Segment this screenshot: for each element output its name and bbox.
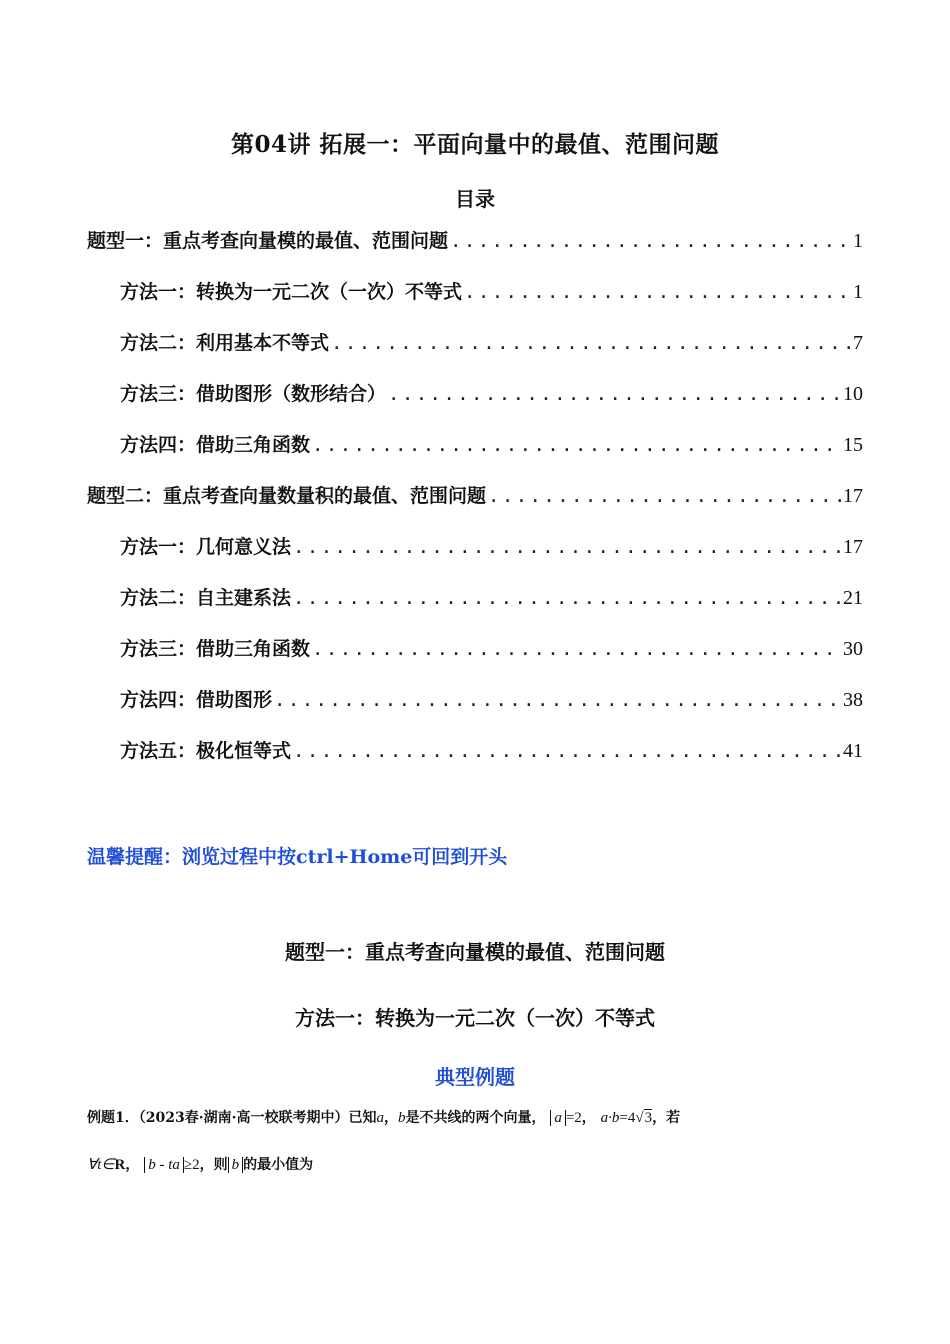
toc-entry-page: 7 (853, 332, 863, 354)
toc-entry[interactable] (87, 481, 863, 521)
problem-text: ，若 (652, 1110, 681, 1126)
problem-prefix: 例题1．（2023春·湖南·高一校联考期中）已知 (87, 1110, 377, 1126)
real-set: R (114, 1157, 126, 1173)
toc-leader-dots (464, 281, 851, 303)
toc-leader-dots (331, 332, 851, 354)
toc-entry-label: 方法一：几何意义法 (120, 536, 292, 558)
toc-entry-page: 17 (843, 536, 863, 558)
toc-entry-page: 15 (843, 434, 863, 456)
toc-entry-label: 方法一：转换为一元二次（一次）不等式 (120, 281, 463, 303)
toc-entry-page: 30 (843, 638, 863, 660)
toc-entry-page: 10 (843, 383, 863, 405)
abs-b: b (228, 1157, 244, 1173)
toc-entry-page: 1 (853, 230, 863, 252)
inequality: ≥2 (183, 1157, 200, 1173)
section-title: 题型一：重点考查向量模的最值、范围问题 (285, 940, 665, 964)
toc-entry[interactable] (120, 634, 863, 674)
toc-entry-label: 题型一：重点考查向量模的最值、范围问题 (87, 230, 449, 252)
abs-a-value: =2 (565, 1110, 582, 1126)
problem-text: ，则 (199, 1157, 228, 1173)
vector-a: a (376, 1110, 384, 1126)
separator: ， (125, 1157, 140, 1173)
abs-a: a (550, 1110, 566, 1126)
toc-entry-label: 方法三：借助图形（数形结合） (120, 383, 387, 405)
toc-entry-label: 方法二：利用基本不等式 (120, 332, 330, 354)
abs-b-minus-ta: b - ta (144, 1157, 184, 1173)
toc-leader-dots (274, 689, 841, 711)
toc-entry[interactable] (120, 328, 863, 368)
toc-leader-dots (293, 740, 841, 762)
toc-entry[interactable] (120, 532, 863, 572)
toc-entry-label: 方法二：自主建系法 (120, 587, 292, 609)
page-title: 第04讲 拓展一：平面向量中的最值、范围问题 (230, 131, 719, 158)
toc-entry-page: 38 (843, 689, 863, 711)
separator: ， (581, 1110, 596, 1126)
toc-leader-dots (312, 434, 841, 456)
toc-entry[interactable] (120, 685, 863, 725)
toc-entry-label: 方法四：借助三角函数 (120, 434, 311, 456)
example-heading: 典型例题 (435, 1065, 515, 1089)
toc-leader-dots (488, 485, 841, 507)
sqrt-argument: 3 (644, 1110, 653, 1126)
dot-product-value: =4 (619, 1110, 636, 1126)
toc-leader-dots (450, 230, 851, 252)
separator: ， (383, 1110, 398, 1126)
toc-entry-label: 方法三：借助三角函数 (120, 638, 311, 660)
problem-statement-line-2 (87, 1155, 867, 1175)
toc-entry[interactable] (120, 277, 863, 317)
method-title: 方法一：转换为一元二次（一次）不等式 (295, 1006, 655, 1030)
toc-entry[interactable] (120, 379, 863, 419)
problem-text: 是不共线的两个向量， (405, 1110, 546, 1126)
sqrt-icon: √ (635, 1110, 644, 1126)
dot-product: a·b (600, 1110, 620, 1126)
toc-entry-page: 1 (853, 281, 863, 303)
toc-entry-label: 题型二：重点考查向量数量积的最值、范围问题 (87, 485, 487, 507)
toc-heading: 目录 (455, 187, 495, 211)
toc-entry[interactable] (120, 583, 863, 623)
forall-t: ∀t∈ (87, 1157, 115, 1173)
problem-text: 的最小值为 (243, 1157, 314, 1173)
toc-entry-page: 17 (843, 485, 863, 507)
problem-statement-line-1 (87, 1108, 867, 1128)
toc-entry[interactable] (120, 736, 863, 776)
toc-entry-label: 方法四：借助图形 (120, 689, 273, 711)
toc-leader-dots (312, 638, 841, 660)
toc-entry-page: 21 (843, 587, 863, 609)
toc-entry-page: 41 (843, 740, 863, 762)
toc-entry-label: 方法五：极化恒等式 (120, 740, 292, 762)
toc-entry[interactable] (120, 430, 863, 470)
toc-entry[interactable] (87, 226, 863, 266)
vector-b: b (397, 1110, 406, 1126)
toc-leader-dots (293, 536, 841, 558)
navigation-reminder: 温馨提醒：浏览过程中按ctrl+Home可回到开头 (87, 846, 508, 868)
toc-leader-dots (388, 383, 841, 405)
toc-leader-dots (293, 587, 841, 609)
